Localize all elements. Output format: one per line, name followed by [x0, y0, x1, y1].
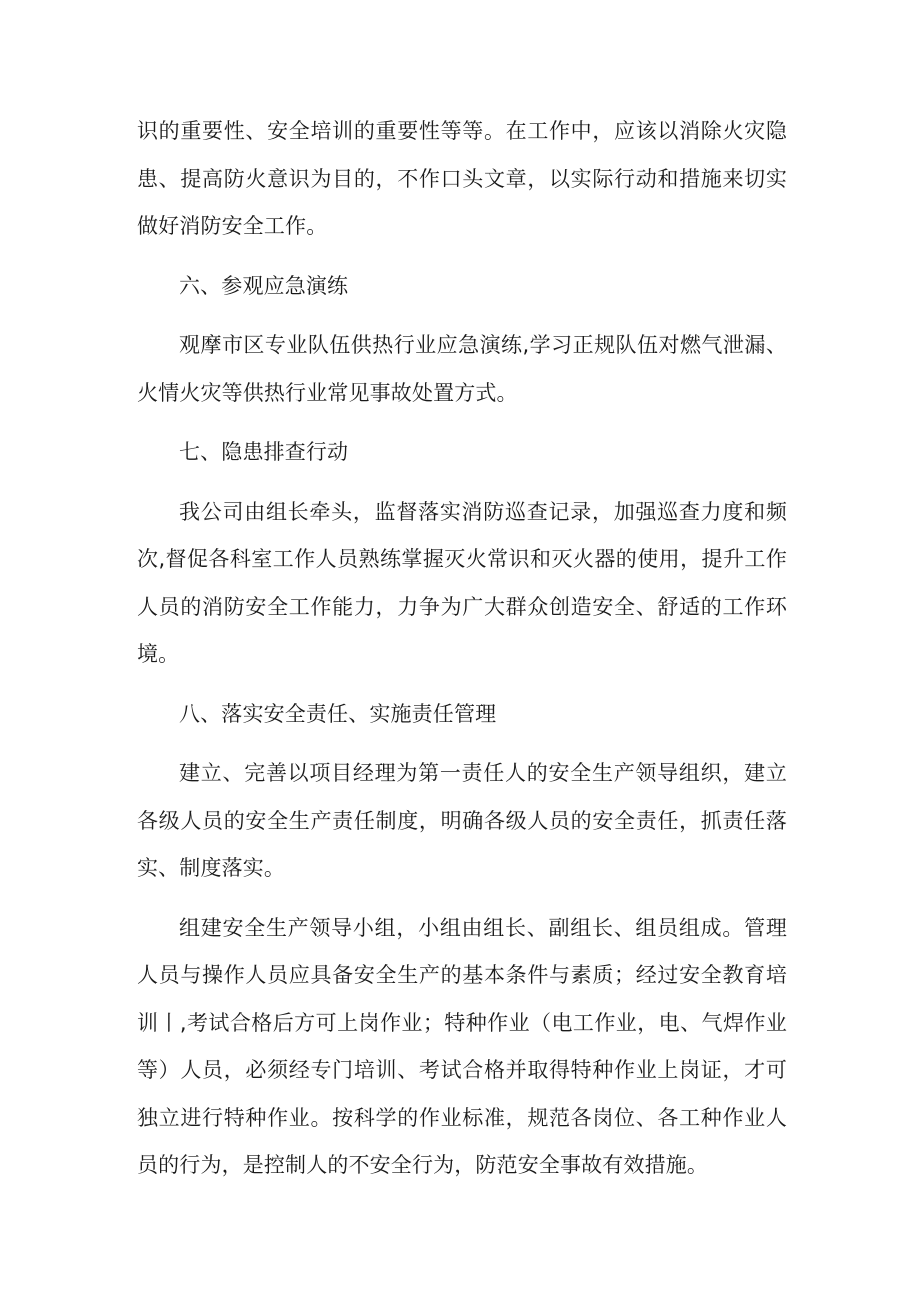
paragraph-inspection: 我公司由组长牵头，监督落实消防巡查记录，加强巡查力度和频次,督促各科室工作人员熟练掌握灭火常识和灭火器的使用，提升工作人员的消防安全工作能力，力争为广大群众创造安全、舒适的工作环境。	[137, 499, 787, 666]
section-heading-seven: 七、隐患排查行动	[179, 440, 349, 464]
section-heading-eight: 八、落实安全责任、实施责任管理	[179, 701, 497, 726]
paragraph-responsibility: 建立、完善以项目经理为第一责任人的安全生产领导组织，建立各级人员的安全生产责任制度，明确各级人员的安全责任，抓责任落实、制度落实。	[137, 761, 787, 880]
paragraph-continuation: 识的重要性、安全培训的重要性等等。在工作中，应该以消除火灾隐患、提高防火意识为目的，不作口头文章，以实际行动和措施来切实做好消防安全工作。	[137, 119, 787, 238]
section-heading-six: 六、参观应急演练	[179, 273, 349, 298]
paragraph-leadership-group: 组建安全生产领导小组，小组由组长、副组长、组员组成。管理人员与操作人员应具备安全生产的基本条件与素质；经过安全教育培训丨,考试合格后方可上岗作业；特种作业（电工作业，电、气焊作业等）人员，必须经专门培训、考试合格并取得特种作业上岗证，才可独立进行特种作业。按科学的作业标准，规范各岗位、各工种作业人员的行为，是控制人的不安全行为，防范安全事故有效措施。	[137, 915, 787, 1177]
document-body	[137, 108, 787, 1202]
paragraph-drill: 观摩市区专业队伍供热行业应急演练,学习正规队伍对燃气泄漏、火情火灾等供热行业常见事故处置方式。	[137, 333, 787, 405]
